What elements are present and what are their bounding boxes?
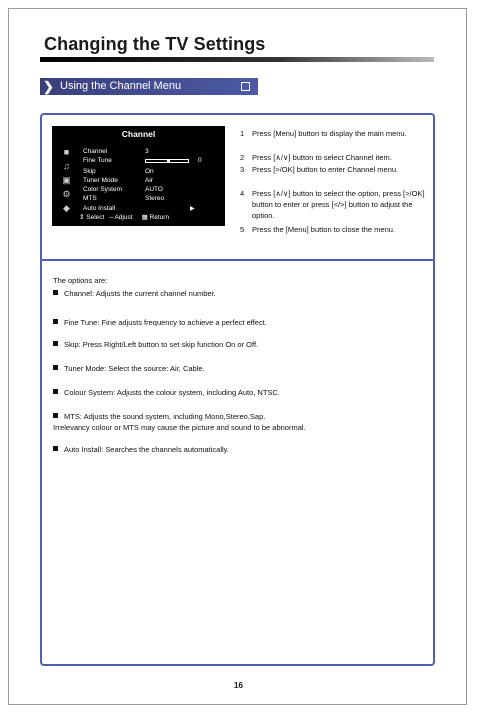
osd-row-label: Fine Tune <box>83 157 112 164</box>
option-text: Channel: Adjusts the current channel number. <box>64 289 216 298</box>
content-divider <box>40 259 435 261</box>
step-number: 3 <box>240 165 245 174</box>
footer-return: Return <box>149 214 170 221</box>
bullet-icon <box>53 446 58 451</box>
option-item <box>53 363 205 374</box>
option-text: Tuner Mode: Select the source: Air, Cable. <box>64 364 205 373</box>
osd-row-value: 3 <box>145 148 149 155</box>
bullet-icon <box>53 290 58 295</box>
osd-row-value: On <box>145 168 154 175</box>
osd-title: Channel <box>121 129 156 139</box>
step-text: Press [∧/∨] button to select Channel item. <box>252 153 392 162</box>
sound-icon: ♫ <box>63 161 70 171</box>
option-item <box>53 288 216 299</box>
option-text: Colour System: Adjusts the colour system, including Auto, NTSC. <box>64 388 280 397</box>
step-number: 1 <box>240 129 245 138</box>
option-text: MTS: Adjusts the sound system, including Mono,Stereo,Sap. <box>64 412 266 421</box>
updown-arrow-icon: ⇕ <box>79 214 85 221</box>
play-right-icon: ▶ <box>190 206 195 212</box>
osd-row-label: Color System <box>83 186 123 193</box>
step-text: Press [Menu] button to display the main menu. <box>252 129 407 138</box>
osd-row-label: Auto Install <box>83 205 116 212</box>
menu-key-icon: ▦ <box>141 214 148 221</box>
option-item <box>53 444 229 455</box>
lock-icon: ◆ <box>63 203 70 213</box>
bullet-icon <box>53 319 58 324</box>
picture-icon: ■ <box>63 147 70 157</box>
footer-select: Select <box>86 214 105 221</box>
step-text: Press the [Menu] button to close the menu. <box>252 225 395 234</box>
bullet-icon <box>53 341 58 346</box>
section-header <box>40 78 258 95</box>
osd-row-label: Skip <box>83 168 96 175</box>
option-item <box>53 317 267 328</box>
osd-row-value: Air <box>145 177 153 184</box>
page-number: 16 <box>234 681 243 690</box>
option-item <box>53 339 258 350</box>
osd-footer <box>79 214 219 222</box>
square-icon <box>241 82 250 91</box>
osd-row-label: Channel <box>83 148 108 155</box>
section-title: Using the Channel Menu <box>60 80 182 92</box>
option-text: Auto Install: Searches the channels automatically. <box>64 445 229 454</box>
options-intro: The options are: <box>53 276 108 285</box>
osd-row-value: AUTO <box>145 186 163 193</box>
channel-icon: ▣ <box>62 175 71 185</box>
osd-row-label: Tuner Mode <box>83 177 118 184</box>
option-item <box>53 411 265 422</box>
option-item <box>53 387 280 398</box>
setup-icon: ⚙ <box>62 189 71 199</box>
step-number: 4 <box>240 189 245 198</box>
osd-row-label: MTS <box>83 195 97 202</box>
option-text: Skip: Press Right/Left button to set skip function On or Off. <box>64 340 259 349</box>
step-text: Press [>/OK] button to enter Channel menu. <box>252 165 399 174</box>
step-number: 2 <box>240 153 245 162</box>
fine-tune-slider <box>145 159 189 163</box>
fine-tune-value: 0 <box>198 157 202 164</box>
osd-row-value: Stereo <box>145 195 165 202</box>
step-text: Press [∧/∨] button to select the option, press [>/OK] button to enter or press [</>] button to adjust the option. <box>252 189 425 220</box>
slider-knob <box>167 159 170 163</box>
channel-menu-osd <box>52 126 225 226</box>
leftright-arrow-icon: ⇔ <box>107 214 115 221</box>
footer-adjust: Adjust <box>114 214 133 221</box>
page-title: Changing the TV Settings <box>44 34 266 54</box>
bullet-icon <box>53 413 58 418</box>
step-number: 5 <box>240 225 245 234</box>
title-underline <box>40 57 434 62</box>
mts-note: Irrelevancy colour or MTS may cause the picture and sound to be abnormal. <box>53 423 306 432</box>
chevron-right-icon: ❯ <box>43 79 54 94</box>
option-text: Fine Tune: Fine adjusts frequency to achieve a perfect effect. <box>64 318 267 327</box>
bullet-icon <box>53 365 58 370</box>
bullet-icon <box>53 389 58 394</box>
